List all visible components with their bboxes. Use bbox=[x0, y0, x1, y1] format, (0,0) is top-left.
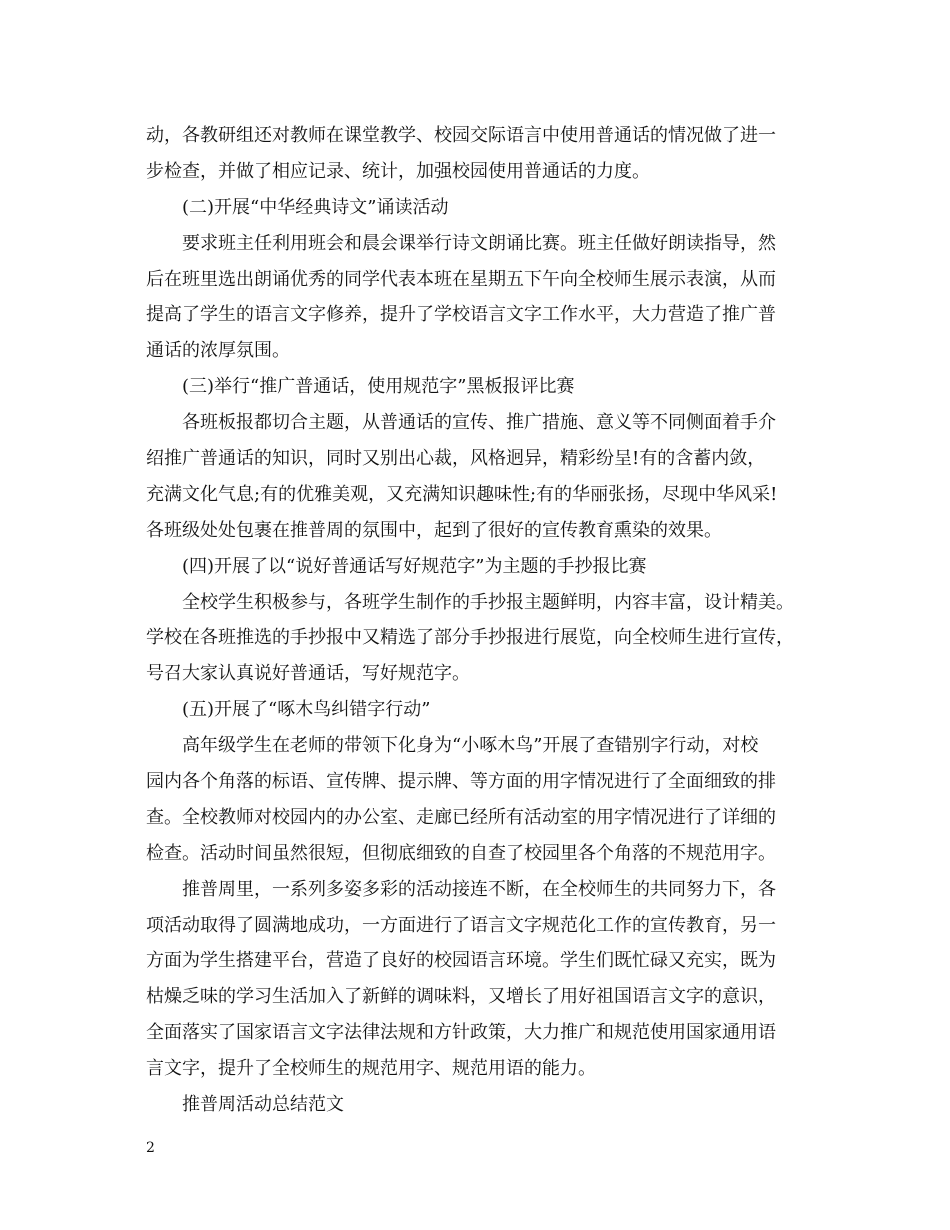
text-line: 高年级学生在老师的带领下化身为“小啄木鸟”开展了查错别字行动，对校 bbox=[182, 735, 759, 757]
text-line: (五)开展了“啄木鸟纠错字行动” bbox=[182, 699, 431, 721]
text-line: 全面落实了国家语言文字法律法规和方针政策，大力推广和规范使用国家通用语 bbox=[146, 1022, 776, 1044]
text-line: 方面为学生搭建平台，营造了良好的校园语言环境。学生们既忙碌又充实，既为 bbox=[146, 950, 776, 972]
text-line: 枯燥乏味的学习生活加入了新鲜的调味料，又增长了用好祖国语言文字的意识， bbox=[146, 986, 776, 1008]
document-body bbox=[146, 118, 806, 1123]
text-line: 号召大家认真说好普通话，写好规范字。 bbox=[146, 663, 470, 685]
text-line: 查。全校教师对校园内的办公室、走廊已经所有活动室的用字情况进行了详细的 bbox=[146, 806, 776, 828]
text-line: 言文字，提升了全校师生的规范用字、规范用语的能力。 bbox=[146, 1058, 596, 1080]
text-line: (四)开展了以“说好普通话写好规范字”为主题的手抄报比赛 bbox=[182, 555, 647, 577]
text-line: 动，各教研组还对教师在课堂教学、校园交际语言中使用普通话的情况做了进一 bbox=[146, 125, 776, 146]
text-line: 要求班主任利用班会和晨会课举行诗文朗诵比赛。班主任做好朗读指导，然 bbox=[182, 232, 776, 254]
text-line: 推普周里，一系列多姿多彩的活动接连不断，在全校师生的共同努力下，各 bbox=[182, 878, 776, 900]
text-line: 提高了学生的语言文字修养，提升了学校语言文字工作水平，大力营造了推广普 bbox=[146, 304, 776, 326]
text-line: 项活动取得了圆满地成功，一方面进行了语言文字规范化工作的宣传教育，另一 bbox=[146, 914, 776, 936]
text-line: (二)开展“中华经典诗文”诵读活动 bbox=[182, 196, 449, 218]
text-line: 各班板报都切合主题，从普通话的宣传、推广措施、意义等不同侧面着手介 bbox=[182, 412, 776, 434]
text-line: 园内各个角落的标语、宣传牌、提示牌、等方面的用字情况进行了全面细致的排 bbox=[146, 771, 776, 793]
text-line: 充满文化气息;有的优雅美观，又充满知识趣味性;有的华丽张扬，尽现中华风采! bbox=[146, 483, 778, 505]
text-line: 各班级处处包裹在推普周的氛围中，起到了很好的宣传教育熏染的效果。 bbox=[146, 519, 722, 541]
text-line: 全校学生积极参与，各班学生制作的手抄报主题鲜明，内容丰富，设计精美。 bbox=[182, 591, 794, 613]
text-line: (三)举行“推广普通话，使用规范字”黑板报评比赛 bbox=[182, 376, 575, 398]
text-line: 检查。活动时间虽然很短，但彻底细致的自查了校园里各个角落的不规范用字。 bbox=[146, 842, 776, 864]
text-line: 后在班里选出朗诵优秀的同学代表本班在星期五下午向全校师生展示表演，从而 bbox=[146, 268, 776, 290]
text-line: 绍推广普通话的知识，同时又别出心裁，风格迥异，精彩纷呈!有的含蓄内敛， bbox=[146, 448, 766, 470]
text-line: 学校在各班推选的手抄报中又精选了部分手抄报进行展览，向全校师生进行宣传， bbox=[146, 627, 794, 649]
text-line: 推普周活动总结范文 bbox=[182, 1094, 344, 1116]
text-line: 步检查，并做了相应记录、统计，加强校园使用普通话的力度。 bbox=[146, 160, 650, 182]
page-number: 2 bbox=[146, 1140, 155, 1156]
text-line: 通话的浓厚氛围。 bbox=[146, 340, 290, 362]
